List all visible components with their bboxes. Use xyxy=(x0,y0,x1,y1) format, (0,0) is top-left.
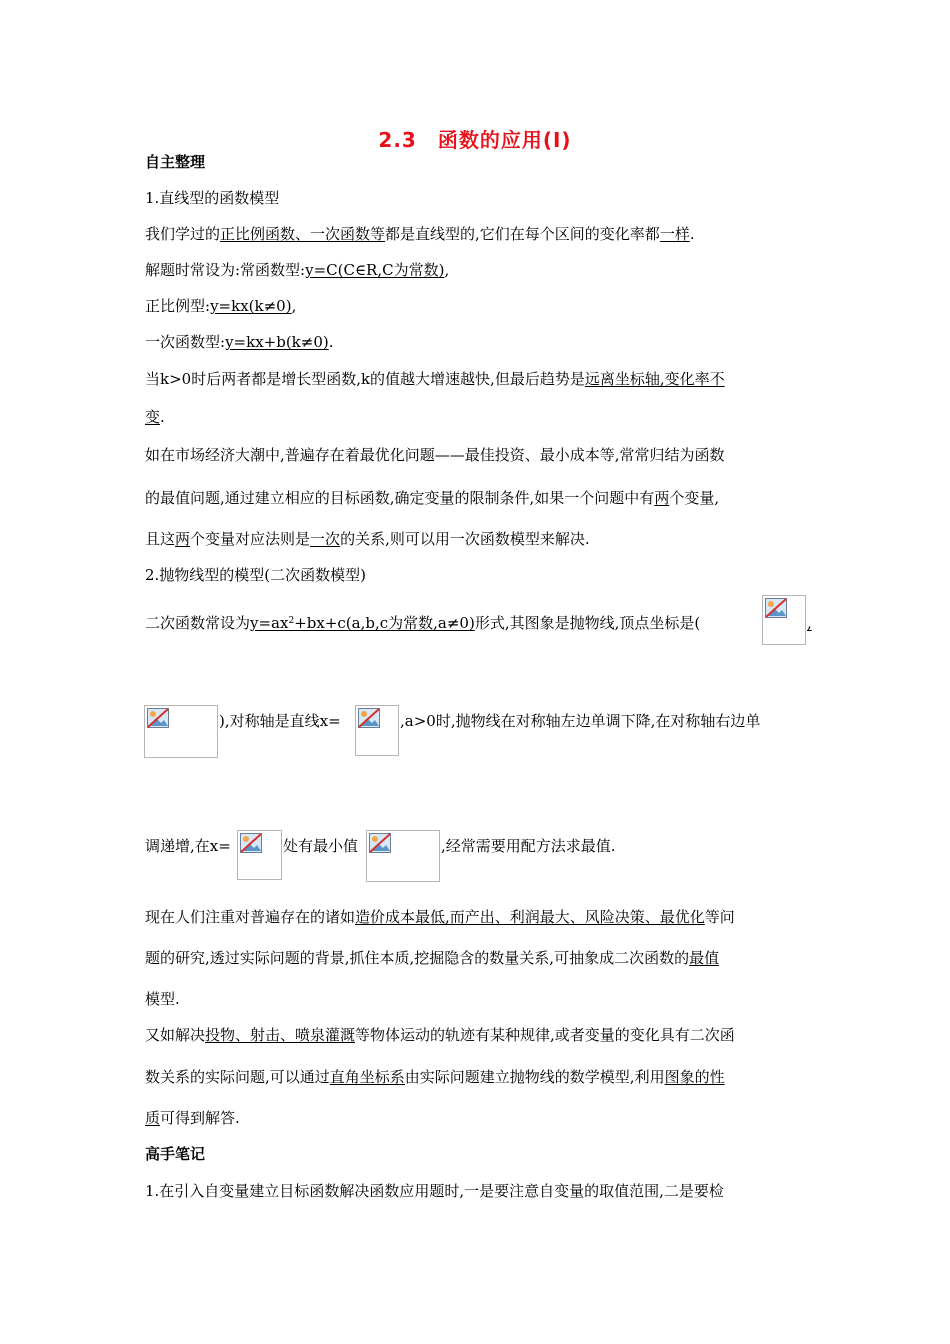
paragraph-line: 又如解决投物、射击、喷泉灌溉等物体运动的轨迹有某种规律,或者变量的变化具有二次函 xyxy=(145,1026,735,1044)
paragraph-line: 一次函数型:y=kx+b(k≠0). xyxy=(145,333,334,351)
paragraph-line: 处有最小值 xyxy=(283,837,359,855)
paragraph-line: 的最值问题,通过建立相应的目标函数,确定变量的限制条件,如果一个问题中有两个变量, xyxy=(145,489,720,507)
paragraph-line: 解题时常设为:常函数型:y=C(C∈R,C为常数), xyxy=(145,261,450,279)
paragraph-line: 1.在引入自变量建立目标函数解决函数应用题时,一是要注意自变量的取值范围,二是要检 xyxy=(145,1182,724,1200)
answer-underline: 最值 xyxy=(689,949,720,967)
formula-image-axis xyxy=(355,705,399,756)
subheading-parabola-model: 2.抛物线型的模型(二次函数模型) xyxy=(145,566,367,584)
answer-underline: 正比例函数、一次函数等 xyxy=(220,225,386,243)
paragraph-line: 现在人们注重对普遍存在的诸如造价成本最低,而产出、利润最大、风险决策、最优化等问 xyxy=(145,908,735,926)
broken-image-icon xyxy=(369,833,391,853)
formula-image-min-x xyxy=(237,830,282,880)
paragraph-line: 如在市场经济大潮中,普遍存在着最优化问题——最佳投资、最小成本等,常常归结为函数 xyxy=(145,446,725,464)
paragraph-line: 调递增,在x= xyxy=(145,837,231,855)
paragraph-line: 数关系的实际问题,可以通过直角坐标系由实际问题建立抛物线的数学模型,利用图象的性 xyxy=(145,1068,725,1086)
subheading-linear-model: 1.直线型的函数模型 xyxy=(145,189,280,207)
paragraph-line: 题的研究,透过实际问题的背景,抓住本质,挖掘隐含的数量关系,可抽象成二次函数的最值 xyxy=(145,949,720,967)
broken-image-icon xyxy=(358,708,380,728)
broken-image-icon xyxy=(147,708,169,728)
answer-underline: 图象的性 xyxy=(664,1068,725,1086)
answer-underline: 变 xyxy=(145,408,161,426)
paragraph-line: 我们学过的正比例函数、一次函数等都是直线型的,它们在每个区间的变化率都一样. xyxy=(145,225,695,243)
answer-underline: 两 xyxy=(175,530,191,548)
paragraph-line: 二次函数常设为$y=ax^2+bx+c(a,b,c$为常数,a≠0)形式,其图象是抛物线,顶点坐标是( xyxy=(145,614,701,632)
answer-underline: $y=ax^2+bx+c(a,b,c$为常数,a≠0) xyxy=(250,614,475,632)
paragraph-line: ,经常需要用配方法求最值. xyxy=(441,837,616,855)
paragraph-line: ),对称轴是直线x= xyxy=(219,712,341,730)
answer-underline: 投物、射击、喷泉灌溉 xyxy=(205,1026,356,1044)
answer-underline: 造价成本最低,而产出、利润最大、风险决策、最优化 xyxy=(355,908,705,926)
answer-underline: 一样 xyxy=(659,225,690,243)
answer-underline: 两 xyxy=(654,489,670,507)
section-heading-expert-notes: 高手笔记 xyxy=(145,1145,206,1163)
answer-underline: y=kx(k≠0) xyxy=(210,297,292,315)
paragraph-line: 变. xyxy=(145,408,165,426)
section-heading-self-study: 自主整理 xyxy=(145,153,206,171)
answer-underline: , xyxy=(807,614,812,632)
answer-underline: 质 xyxy=(145,1109,161,1127)
broken-image-icon xyxy=(240,833,262,853)
paragraph-line: ,a>0时,抛物线在对称轴左边单调下降,在对称轴右边单 xyxy=(400,712,761,730)
broken-image-icon xyxy=(765,598,787,618)
formula-image-vertex-y xyxy=(144,705,218,758)
answer-underline: 远离坐标轴,变化率不 xyxy=(584,370,725,388)
answer-underline: y=C(C∈R,C为常数) xyxy=(305,261,445,279)
answer-underline: 一次 xyxy=(310,530,341,548)
answer-underline: y=kx+b(k≠0) xyxy=(225,333,329,351)
formula-image-vertex-x xyxy=(762,595,806,645)
paragraph-line xyxy=(807,612,812,634)
paragraph-line: 质可得到解答. xyxy=(145,1109,240,1127)
formula-image-min-value xyxy=(366,830,440,882)
paragraph-line: 且这两个变量对应法则是一次的关系,则可以用一次函数模型来解决. xyxy=(145,530,590,548)
answer-underline: 直角坐标系 xyxy=(329,1068,405,1086)
paragraph-line: 正比例型:y=kx(k≠0), xyxy=(145,297,297,315)
paragraph-line: 模型. xyxy=(145,990,180,1008)
page-title: 2.3 函数的应用(Ⅰ) xyxy=(378,128,572,152)
paragraph-line: 当k>0时后两者都是增长型函数,k的值越大增速越快,但最后趋势是远离坐标轴,变化率不 xyxy=(145,370,725,388)
